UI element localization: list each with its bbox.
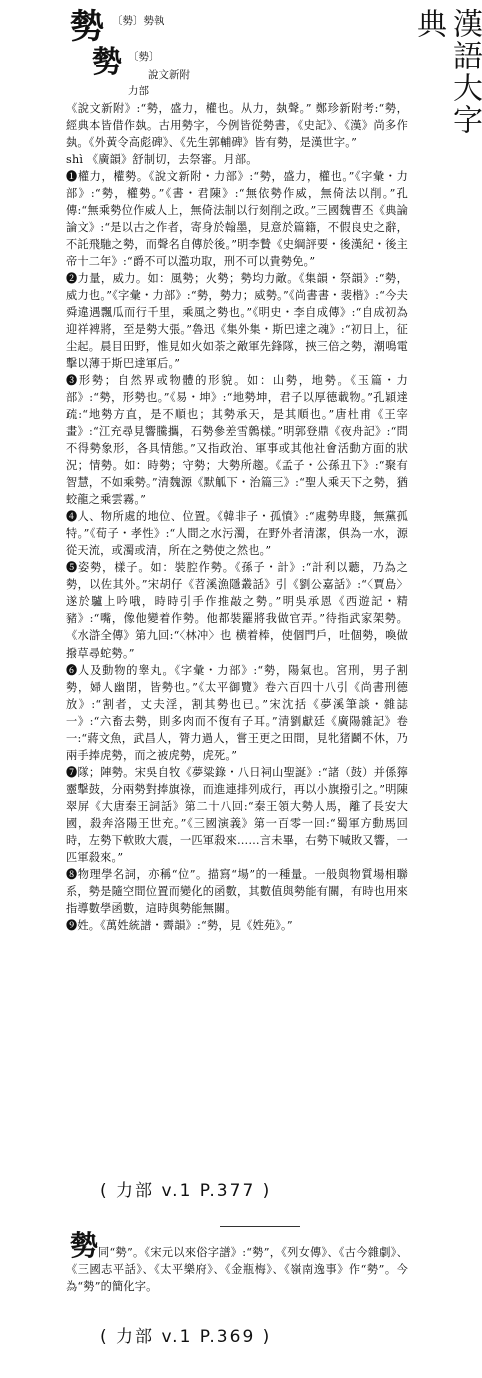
variant-note: 〔勢〕 bbox=[128, 51, 160, 63]
sense-8: ❽物理學名詞，亦稱“位”。描寫“場”的一種量。一般與物質場相聯系，勢是隨空間位置而變化的函數，其數值與勢能有關，有時也用來指導數學函數，這時與勢能無關。 bbox=[66, 867, 408, 915]
handwritten-page-note-1: ( 力部 v.1 P.377 ) bbox=[100, 1181, 272, 1201]
section-divider bbox=[220, 1226, 300, 1227]
variant-source: 說文新附 bbox=[148, 69, 190, 81]
entry-body bbox=[66, 100, 408, 934]
sense-7: ❼隊；陣勢。宋吳自牧《夢粱錄・八日祠山聖誕》:“諸（鼓）并係獰靈擊鼓，分兩勢對捧旗祿，而進連排列成行，再以小旗撥引之。”明陳翠屏《大唐秦王詞話》第二十八回:“秦王領大勢人馬，離了長安大國，殺奔洛陽王世充。”《三國演義》第一百零一回:“蜀軍方動馬回時，左勢下軟敗大震，一匹軍殺來……言未畢，右勢下喊敗又響，一匹軍殺來。” bbox=[66, 765, 408, 864]
handwritten-page-note-2: ( 力部 v.1 P.369 ) bbox=[100, 1327, 272, 1347]
etymology-paragraph: 《說文新附》:“勢，盛力，權也。从力，埶聲。” 鄭珍新附考:“勢，經典本皆借作埶。古用勢字，今例皆從勢書，《史記》、《漢》尚多作埶。《外黃令高彪碑》、《先生郭輔碑》皆有勢，是漢世字。” bbox=[66, 102, 408, 150]
sense-4: ❹人、物所處的地位、位置。《韓非子・孤憤》:“處勢卑賤，無黨孤特。”《荀子・孝性》:“人間之水污濁，在野外者清潔，俱為一水，源從天流，或濁或清，所在之勢使之然也。” bbox=[66, 510, 408, 558]
variant-radical: 力部 bbox=[128, 85, 149, 97]
variant-headword: 勢 bbox=[92, 45, 122, 80]
second-entry-text: 同“勢”。《宋元以來俗字譜》:“勢”，《列女傳》、《古今雜劇》、《三國志平話》、《太平樂府》、《金瓶梅》、《嶺南逸事》作“勢”。今為“勢”的簡化字。 bbox=[66, 1246, 408, 1294]
sense-3: ❸形勢；自然界或物體的形貌。如：山勢，地勢。《玉篇・力部》:“勢，形勢也。”《易・坤》:“地勢坤，君子以厚德載物。”孔穎達疏:“地勢方直，是不順也；其勢承天，是其順也。”唐杜甫《王宰畫》:“江充尋見響騰攜，石勢參差雪鷯樣。”明郭登鼎《夜舟記》:“問不得勢象形，各具情態。”又指政治、軍事或其他社會活動方面的狀況；情勢。如：時勢；守勢；大勢所趨。《孟子・公孫丑下》:“聚有智慧，不如乘勢。”清魏源《默觚下・治篇三》:“聖人乘天下之勢，猶蛟龍之乘雲霧。” bbox=[66, 374, 408, 507]
dictionary-title: 漢語大字典 bbox=[411, 8, 482, 136]
headword-note: 〔勢〕勢執 bbox=[112, 15, 165, 27]
sense-5: ❺姿勢，樣子。如：裝腔作勢。《孫子・計》:“計利以聽，乃為之勢，以佐其外。”宋胡仔《苕溪漁隱叢話》引《劉公嘉話》:“〈賈島〉遂於驢上吟哦，時時引手作推敲之勢。”明吳承恩《西遊記・精豬》:“嘴，像他變着作勢。他都裝羅將我做官弄。”待指武家架勢。《水滸全傳》第九回:“〈林冲〉也 横着棒，使個門戶，吐個勢，喚做撥草尋蛇勢。” bbox=[66, 561, 408, 660]
sense-6: ❻人及動物的睾丸。《字彙・力部》:“勢，陽氣也。宮刑，男子割勢，婦人幽閉，皆勢也。”《太平御覽》卷六百四十八引《尚書刑德放》:“割者，丈夫淫，割其勢也已。”宋沈括《夢溪筆談・雜誌一》:“六畜去勢，則多肉而不復有子耳。”清劉獻廷《廣陽雜記》卷一:“蔣文魚，武昌人，膂力過人，嘗王更之田間，見牝猪鬬不休，乃兩手捧虎勢，而之被虎勢，虎死。” bbox=[66, 663, 408, 762]
second-headword: 勢 bbox=[70, 1229, 99, 1262]
sense-2: ❷力量，威力。如：風勢；火勢；勢均力敵。《集韻・祭韻》:“勢，威力也。”《字彙・力部》:“勢，勢力；威勢。”《尚書書・裴楷》:“今夫舜違遇飄瓜而行千里，乘風之勢也。”《明史・李自成傳》:“自成初為迎祥裨將，至是勢大張。”魯迅《集外集・斯巴達之魂》:“初日上，征尘起。晨目田野，惟見如火如荼之敵軍先鋒隊，挾三倍之勢，潮鳴電擊以薄于斯巴達軍后。” bbox=[66, 272, 408, 371]
sense-1: ❶權力，權勢。《說文新附・力部》:“勢，盛力，權也。”《字彙・力部》:“勢，權勢。”《書・君陳》:“無依勢作威，無倚法以削。”孔傳:“無乘勢位作威人上，無倚法制以行刻削之政。”三國魏曹丕《典論論文》:“是以古之作者，寄身於翰墨，見意於篇籍，不假良史之辭，不託飛馳之勢，而聲名自傳於後。”明李贄《史綱評要・後漢紀・後主帝十二年》:“爵不可以濫功取，刑不可以貴勢免。” bbox=[66, 170, 408, 269]
headword: 勢 bbox=[70, 7, 104, 47]
sense-9: ❾姓。《萬姓統譜・霽韻》:“勢，見《姓苑》。” bbox=[66, 918, 293, 932]
pronunciation-line: shì 《廣韻》舒制切，去祭審。月部。 bbox=[66, 153, 258, 167]
